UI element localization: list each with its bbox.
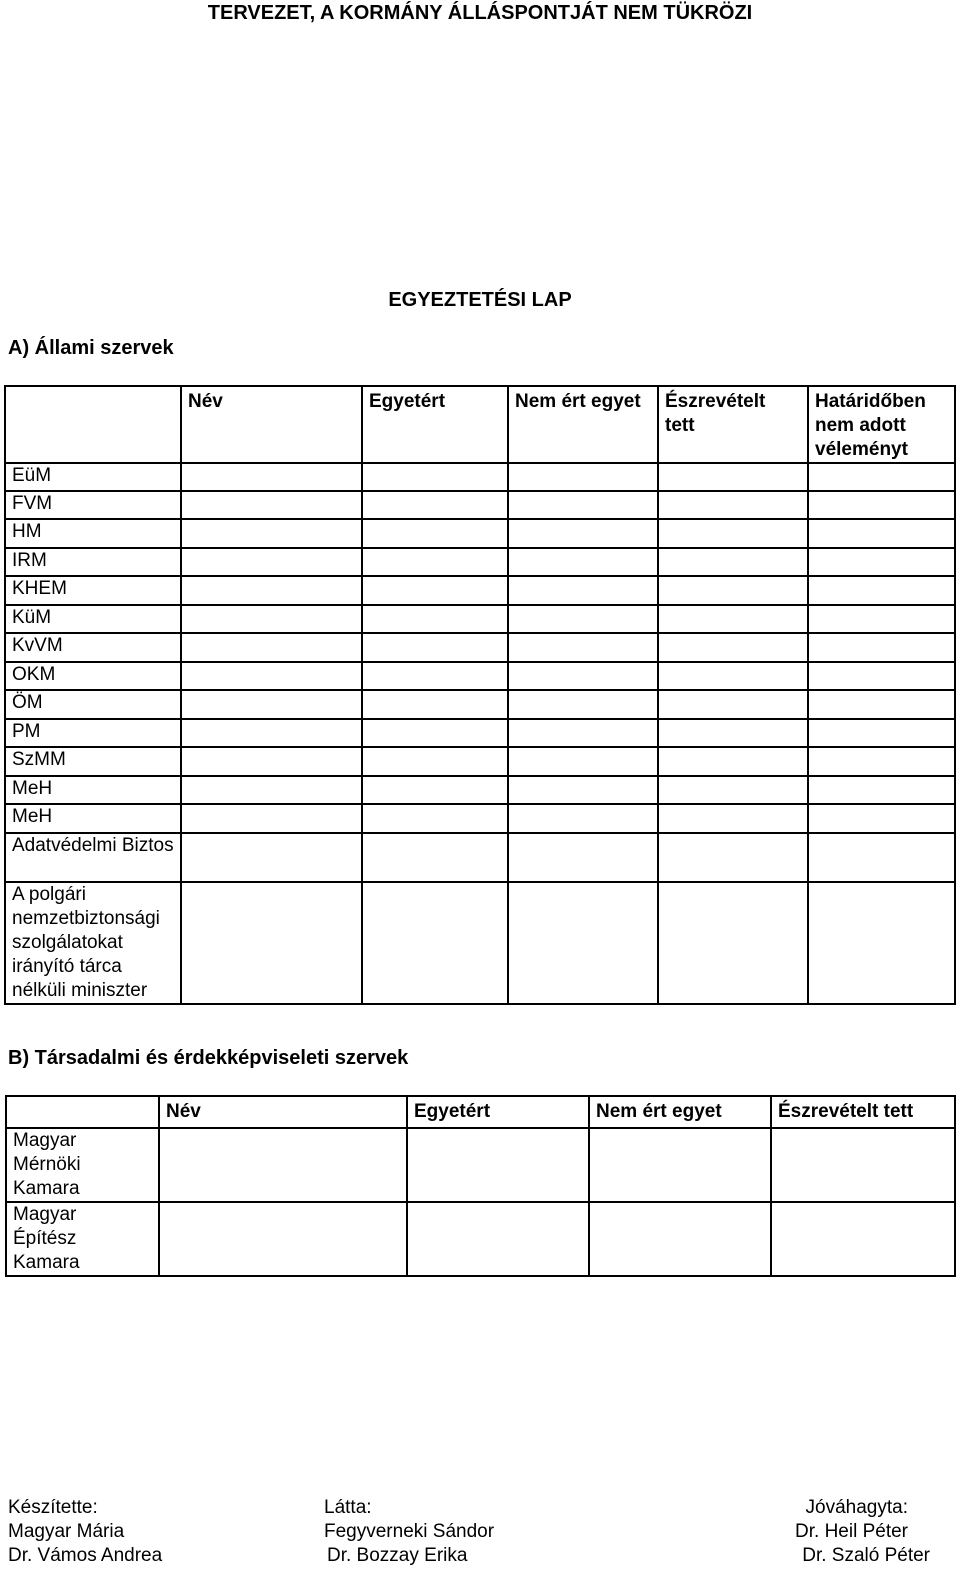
response-cell bbox=[508, 833, 658, 882]
response-cell bbox=[658, 882, 808, 1004]
table-row bbox=[5, 576, 955, 605]
table-row bbox=[6, 1128, 955, 1202]
response-cell bbox=[808, 548, 955, 576]
table-row bbox=[5, 776, 955, 804]
table-row bbox=[5, 491, 955, 519]
response-cell bbox=[362, 833, 508, 882]
response-cell bbox=[362, 662, 508, 690]
response-cell bbox=[658, 491, 808, 519]
table-row bbox=[5, 747, 955, 776]
response-cell bbox=[658, 605, 808, 633]
organization-name: KüM bbox=[5, 605, 181, 633]
organization-name: PM bbox=[5, 719, 181, 747]
organization-name: KvVM bbox=[5, 633, 181, 662]
table-row bbox=[5, 804, 955, 833]
response-cell bbox=[181, 491, 362, 519]
response-cell bbox=[362, 491, 508, 519]
response-cell bbox=[181, 662, 362, 690]
response-cell bbox=[181, 719, 362, 747]
table-row bbox=[6, 1202, 955, 1276]
response-cell bbox=[808, 833, 955, 882]
response-cell bbox=[658, 719, 808, 747]
response-cell bbox=[362, 804, 508, 833]
organization-name: Adatvédelmi Biztos bbox=[5, 833, 181, 882]
response-cell bbox=[181, 747, 362, 776]
response-cell bbox=[808, 491, 955, 519]
organization-name: HM bbox=[5, 519, 181, 548]
response-cell bbox=[658, 690, 808, 719]
approved-by-name: Dr. Szaló Péter bbox=[802, 1545, 930, 1566]
organization-name: Magyar Építész Kamara bbox=[6, 1202, 159, 1276]
table-row bbox=[5, 633, 955, 662]
response-cell bbox=[508, 804, 658, 833]
organization-name: EüM bbox=[5, 463, 181, 491]
response-cell bbox=[508, 491, 658, 519]
organization-name: ÖM bbox=[5, 690, 181, 719]
response-cell bbox=[658, 463, 808, 491]
response-cell bbox=[658, 519, 808, 548]
response-cell bbox=[181, 605, 362, 633]
column-header-agrees: Egyetért bbox=[362, 386, 508, 463]
response-cell bbox=[362, 690, 508, 719]
response-cell bbox=[181, 548, 362, 576]
response-cell bbox=[508, 519, 658, 548]
state-bodies-table bbox=[4, 385, 956, 1005]
table-row bbox=[5, 605, 955, 633]
column-header-name: Név bbox=[181, 386, 362, 463]
response-cell bbox=[808, 882, 955, 1004]
response-cell bbox=[181, 690, 362, 719]
table-row bbox=[5, 719, 955, 747]
response-cell bbox=[362, 882, 508, 1004]
organization-name: IRM bbox=[5, 548, 181, 576]
organization-name: A polgári nemzetbiztonsági szolgálatokat irányító tárca nélküli miniszter bbox=[5, 882, 181, 1004]
response-cell bbox=[508, 882, 658, 1004]
response-cell bbox=[407, 1128, 589, 1202]
response-cell bbox=[658, 776, 808, 804]
response-cell bbox=[181, 776, 362, 804]
response-cell bbox=[808, 662, 955, 690]
seen-by-block bbox=[324, 1496, 494, 1568]
response-cell bbox=[181, 882, 362, 1004]
org-column-header bbox=[5, 386, 181, 463]
section-b-heading: B) Társadalmi és érdekképviseleti szervek bbox=[8, 1047, 409, 1069]
seen-by-label: Látta: bbox=[324, 1497, 372, 1518]
response-cell bbox=[362, 633, 508, 662]
response-cell bbox=[658, 662, 808, 690]
response-cell bbox=[508, 776, 658, 804]
approved-by-name: Dr. Heil Péter bbox=[795, 1521, 908, 1542]
response-cell bbox=[362, 747, 508, 776]
response-cell bbox=[508, 719, 658, 747]
response-cell bbox=[771, 1128, 955, 1202]
organization-name: MeH bbox=[5, 804, 181, 833]
approved-by-block bbox=[795, 1496, 930, 1568]
organization-name: Magyar Mérnöki Kamara bbox=[6, 1128, 159, 1202]
response-cell bbox=[658, 576, 808, 605]
response-cell bbox=[362, 719, 508, 747]
response-cell bbox=[808, 747, 955, 776]
column-header-commented: Észrevételt tett bbox=[658, 386, 808, 463]
table-row bbox=[5, 690, 955, 719]
response-cell bbox=[181, 519, 362, 548]
response-cell bbox=[159, 1202, 407, 1276]
response-cell bbox=[589, 1202, 771, 1276]
response-cell bbox=[508, 605, 658, 633]
response-cell bbox=[508, 463, 658, 491]
table-row bbox=[5, 882, 955, 1004]
column-header-disagrees: Nem ért egyet bbox=[508, 386, 658, 463]
response-cell bbox=[808, 463, 955, 491]
organization-name: MeH bbox=[5, 776, 181, 804]
response-cell bbox=[181, 833, 362, 882]
response-cell bbox=[658, 833, 808, 882]
response-cell bbox=[181, 633, 362, 662]
response-cell bbox=[658, 804, 808, 833]
response-cell bbox=[658, 633, 808, 662]
response-cell bbox=[508, 747, 658, 776]
social-bodies-table bbox=[5, 1095, 956, 1277]
response-cell bbox=[508, 690, 658, 719]
prepared-by-name: Magyar Mária bbox=[8, 1521, 125, 1542]
response-cell bbox=[362, 776, 508, 804]
response-cell bbox=[362, 576, 508, 605]
seen-by-name: Fegyverneki Sándor bbox=[324, 1521, 495, 1542]
draft-notice: TERVEZET, A KORMÁNY ÁLLÁSPONTJÁT NEM TÜKRÖZI bbox=[207, 2, 753, 24]
column-header-commented: Észrevételt tett bbox=[771, 1096, 955, 1128]
organization-name: FVM bbox=[5, 491, 181, 519]
response-cell bbox=[508, 576, 658, 605]
response-cell bbox=[658, 747, 808, 776]
prepared-by-label: Készítette: bbox=[8, 1497, 98, 1518]
response-cell bbox=[181, 463, 362, 491]
response-cell bbox=[658, 548, 808, 576]
response-cell bbox=[808, 605, 955, 633]
column-header-name: Név bbox=[159, 1096, 407, 1128]
column-header-no-opinion: Határidőben nem adott véleményt bbox=[808, 386, 955, 463]
response-cell bbox=[181, 576, 362, 605]
response-cell bbox=[808, 776, 955, 804]
response-cell bbox=[808, 633, 955, 662]
seen-by-name: Dr. Bozzay Erika bbox=[327, 1545, 468, 1566]
response-cell bbox=[159, 1128, 407, 1202]
response-cell bbox=[362, 519, 508, 548]
org-column-header bbox=[6, 1096, 159, 1128]
column-header-agrees: Egyetért bbox=[407, 1096, 589, 1128]
table-row bbox=[5, 833, 955, 882]
response-cell bbox=[508, 548, 658, 576]
section-a-heading: A) Állami szervek bbox=[8, 337, 174, 359]
organization-name: OKM bbox=[5, 662, 181, 690]
table-row bbox=[5, 548, 955, 576]
response-cell bbox=[771, 1202, 955, 1276]
response-cell bbox=[508, 633, 658, 662]
response-cell bbox=[808, 690, 955, 719]
prepared-by-name: Dr. Vámos Andrea bbox=[8, 1545, 163, 1566]
column-header-disagrees: Nem ért egyet bbox=[589, 1096, 771, 1128]
response-cell bbox=[181, 804, 362, 833]
response-cell bbox=[362, 463, 508, 491]
response-cell bbox=[362, 548, 508, 576]
response-cell bbox=[808, 519, 955, 548]
response-cell bbox=[808, 576, 955, 605]
response-cell bbox=[362, 605, 508, 633]
response-cell bbox=[808, 804, 955, 833]
response-cell bbox=[508, 662, 658, 690]
document-title: EGYEZTETÉSI LAP bbox=[388, 289, 572, 311]
table-row bbox=[5, 463, 955, 491]
prepared-by-block bbox=[8, 1496, 162, 1568]
response-cell bbox=[407, 1202, 589, 1276]
approved-by-label: Jóváhagyta: bbox=[805, 1497, 908, 1518]
response-cell bbox=[589, 1128, 771, 1202]
table-row bbox=[5, 662, 955, 690]
organization-name: SzMM bbox=[5, 747, 181, 776]
organization-name: KHEM bbox=[5, 576, 181, 605]
table-row bbox=[5, 519, 955, 548]
response-cell bbox=[808, 719, 955, 747]
